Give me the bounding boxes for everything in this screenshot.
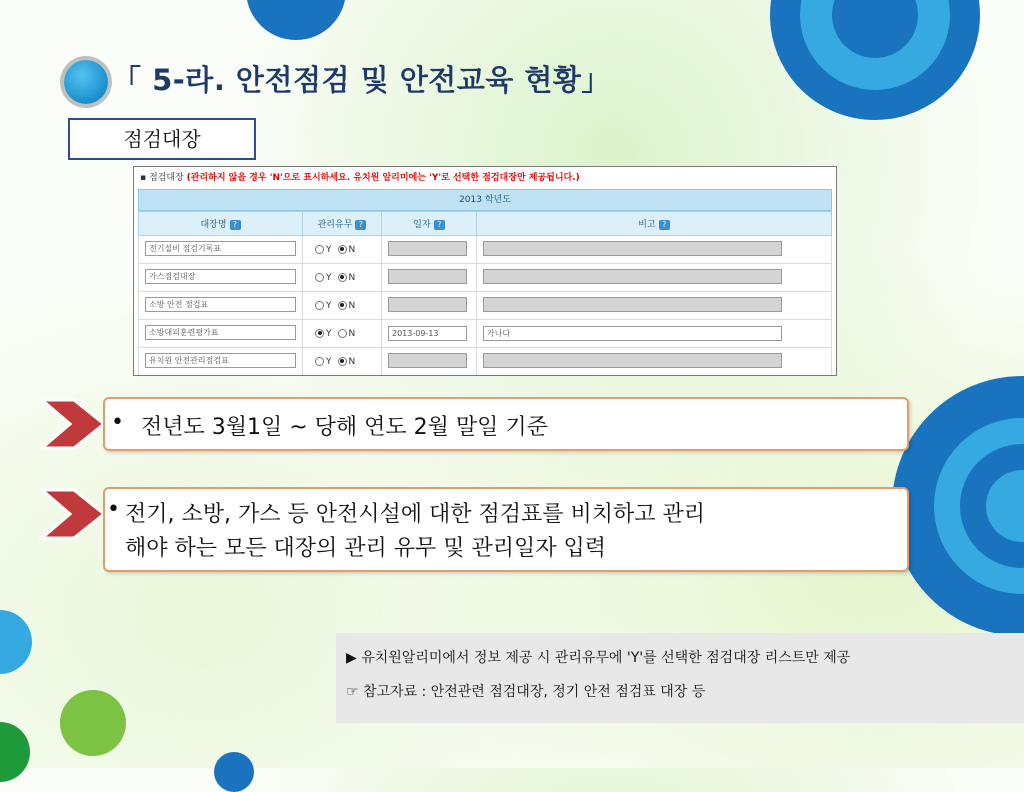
info-line-1: ▶ 유치원알리미에서 정보 제공 시 관리유무에 'Y'를 선택한 점검대장 리스트만 제공: [346, 650, 851, 666]
ledger-name-field[interactable]: 유치원 안전관리점검표: [145, 353, 296, 368]
cell-memo: [477, 292, 832, 320]
memo-field[interactable]: [483, 353, 782, 368]
ledger-name-field[interactable]: 전기설비 점검기록표: [145, 241, 296, 256]
bullet-marker: •: [107, 497, 120, 522]
help-icon[interactable]: ?: [659, 220, 670, 230]
bullet-box-1: [103, 397, 909, 451]
help-icon[interactable]: ?: [355, 220, 366, 230]
ledger-name-field[interactable]: 소방 안전 점검표: [145, 297, 296, 312]
ledger-name-field[interactable]: 소방대피훈련평가표: [145, 325, 296, 340]
table-header-row: [139, 212, 832, 236]
table-row: [139, 292, 832, 320]
cell-date: [382, 292, 477, 320]
radio-n[interactable]: [338, 301, 347, 310]
chevron-right-icon: [38, 396, 108, 452]
cell-memo: [477, 320, 832, 348]
ledger-rows: [139, 236, 832, 376]
radio-y-label: Y: [326, 244, 332, 255]
col-header-name: 대장명 ?: [139, 212, 303, 236]
radio-y-label: Y: [326, 300, 332, 311]
cell-managed: [303, 292, 382, 320]
cell-managed: [303, 320, 382, 348]
radio-n[interactable]: [338, 245, 347, 254]
decor-circle-left-green: [60, 690, 126, 756]
bullet-box-2: [103, 487, 909, 572]
info-box: [336, 633, 1024, 723]
cell-managed: [303, 264, 382, 292]
table-row: [139, 348, 832, 376]
cell-name: [139, 320, 303, 348]
ledger-table: [138, 211, 832, 376]
col-header-managed: 관리유무 ?: [303, 212, 382, 236]
table-row: [139, 320, 832, 348]
help-icon[interactable]: ?: [434, 220, 445, 230]
cell-name: [139, 292, 303, 320]
slide-title: 「 5-라. 안전점검 및 안전교육 현황」: [112, 63, 611, 97]
help-icon[interactable]: ?: [230, 220, 241, 230]
ledger-note-label: ▪ 점검대장: [140, 173, 184, 183]
cell-date: [382, 348, 477, 376]
col-header-date: 일자 ?: [382, 212, 477, 236]
radio-n[interactable]: [338, 329, 347, 338]
bullet-text-line2: 해야 하는 모든 대장의 관리 유무 및 관리일자 입력: [125, 536, 606, 561]
title-bullet-icon: [64, 60, 108, 104]
table-row: [139, 264, 832, 292]
decor-circle-bottom: [214, 752, 254, 792]
date-field[interactable]: [388, 353, 467, 368]
cell-memo: [477, 348, 832, 376]
radio-n-label: N: [348, 244, 356, 255]
radio-n-label: N: [348, 356, 356, 367]
bullet-marker: •: [111, 410, 124, 435]
date-field[interactable]: [388, 297, 467, 312]
cell-managed: [303, 236, 382, 264]
ledger-note-warning: (관리하지 않을 경우 'N'으로 표시하세요. 유치원 알리미에는 'Y'로 선택한 점검대장만 제공됩니다.): [186, 173, 580, 183]
section-label: 점검대장: [68, 118, 256, 160]
radio-y[interactable]: [315, 301, 324, 310]
chevron-right-icon: [38, 486, 108, 542]
decor-circle-bottom-left: [0, 722, 30, 782]
ledger-note: [134, 167, 836, 189]
cell-name: [139, 236, 303, 264]
info-line-2: ☞ 참고자료 : 안전관련 점검대장, 정기 안전 점검표 대장 등: [346, 684, 706, 700]
cell-date: [382, 264, 477, 292]
radio-n-label: N: [348, 300, 356, 311]
memo-field[interactable]: [483, 297, 782, 312]
ledger-name-field[interactable]: 가스점검대장: [145, 269, 296, 284]
radio-y[interactable]: [315, 329, 324, 338]
date-field[interactable]: 2013-09-13: [388, 326, 467, 341]
cell-name: [139, 264, 303, 292]
memo-field[interactable]: [483, 241, 782, 256]
ledger-screenshot: [133, 166, 837, 376]
bullet-text: 전년도 3월1일 ~ 당해 연도 2월 말일 기준: [141, 415, 548, 440]
radio-y-label: Y: [326, 356, 332, 367]
date-field[interactable]: [388, 269, 467, 284]
decor-circle-left-blue: [0, 610, 32, 674]
radio-y[interactable]: [315, 357, 324, 366]
cell-date: [382, 236, 477, 264]
date-field[interactable]: [388, 241, 467, 256]
radio-y-label: Y: [326, 272, 332, 283]
cell-memo: [477, 236, 832, 264]
radio-y-label: Y: [326, 328, 332, 339]
radio-n[interactable]: [338, 273, 347, 282]
cell-managed: [303, 348, 382, 376]
decor-circle-top: [246, 0, 346, 40]
radio-y[interactable]: [315, 245, 324, 254]
table-row: [139, 236, 832, 264]
cell-date: [382, 320, 477, 348]
cell-memo: [477, 264, 832, 292]
radio-n-label: N: [348, 328, 356, 339]
memo-field[interactable]: [483, 269, 782, 284]
memo-field[interactable]: 가나다: [483, 326, 782, 341]
radio-n-label: N: [348, 272, 356, 283]
bullet-text-line1: 전기, 소방, 가스 등 안전시설에 대한 점검표를 비치하고 관리: [125, 502, 705, 527]
cell-name: [139, 348, 303, 376]
radio-y[interactable]: [315, 273, 324, 282]
year-header: 2013 학년도: [138, 189, 832, 211]
col-header-memo: 비고 ?: [477, 212, 832, 236]
radio-n[interactable]: [338, 357, 347, 366]
